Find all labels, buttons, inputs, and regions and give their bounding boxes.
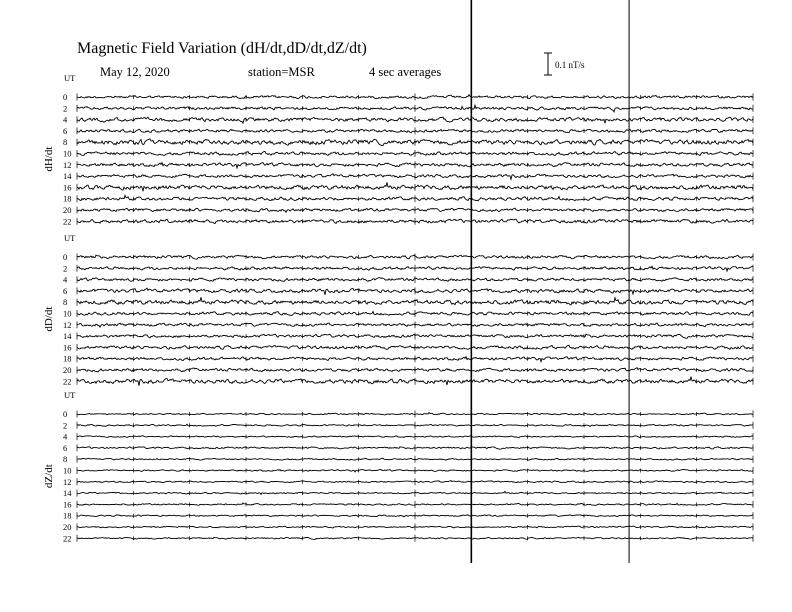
row-label: 16 <box>63 182 72 193</box>
station-label: station=MSR <box>248 65 315 79</box>
row-label: 10 <box>63 308 72 319</box>
row-ticks <box>77 195 753 202</box>
row-label: 6 <box>63 285 68 296</box>
row-label: 6 <box>63 125 68 136</box>
row-label: 14 <box>63 331 72 342</box>
row-ticks <box>77 299 753 306</box>
scale-bar <box>544 53 552 75</box>
row-ticks <box>77 355 753 362</box>
row-label: 0 <box>63 252 68 262</box>
row-label: 0 <box>63 92 68 102</box>
row-label: 18 <box>63 193 72 204</box>
row-label: 22 <box>63 376 72 387</box>
row-label: 8 <box>63 454 68 465</box>
row-label: 2 <box>63 103 68 114</box>
row-ticks <box>77 116 753 123</box>
row-ticks <box>77 139 753 146</box>
averaging-label: 4 sec averages <box>369 65 442 79</box>
panel-ylabel: dH/dt <box>43 146 55 172</box>
row-label: 4 <box>63 274 68 285</box>
row-label: 14 <box>63 171 72 182</box>
row-label: 20 <box>63 205 72 215</box>
row-label: 8 <box>63 137 68 148</box>
row-label: 2 <box>63 263 68 274</box>
row-label: 18 <box>63 510 72 521</box>
panel-dH <box>43 73 753 226</box>
row-label: 12 <box>63 476 72 487</box>
ut-axis-label: UT <box>64 390 76 400</box>
row-label: 4 <box>63 431 68 442</box>
panel-dD <box>43 233 753 386</box>
row-ticks <box>77 254 753 261</box>
page-title: Magnetic Field Variation (dH/dt,dD/dt,dZ/dt) <box>77 40 367 57</box>
panel-dZ <box>43 390 753 543</box>
row-label: 20 <box>63 522 72 532</box>
row-label: 4 <box>63 114 68 125</box>
row-label: 22 <box>63 533 72 544</box>
row-label: 2 <box>63 420 68 431</box>
row-label: 18 <box>63 353 72 364</box>
row-label: 22 <box>63 216 72 227</box>
row-label: 0 <box>63 409 68 419</box>
panel-ylabel: dD/dt <box>43 306 55 332</box>
row-label: 16 <box>63 342 72 353</box>
scale-bar-label: 0.1 nT/s <box>555 60 585 70</box>
row-label: 10 <box>63 465 72 476</box>
row-label: 16 <box>63 499 72 510</box>
ut-axis-label: UT <box>64 73 76 83</box>
row-label: 8 <box>63 297 68 308</box>
row-label: 10 <box>63 148 72 159</box>
row-label: 12 <box>63 159 72 170</box>
row-label: 6 <box>63 442 68 453</box>
ut-axis-label: UT <box>64 233 76 243</box>
row-label: 20 <box>63 365 72 375</box>
row-label: 14 <box>63 488 72 499</box>
row-label: 12 <box>63 319 72 330</box>
date-label: May 12, 2020 <box>100 65 170 79</box>
panel-ylabel: dZ/dt <box>43 464 55 489</box>
row-ticks <box>77 150 753 157</box>
